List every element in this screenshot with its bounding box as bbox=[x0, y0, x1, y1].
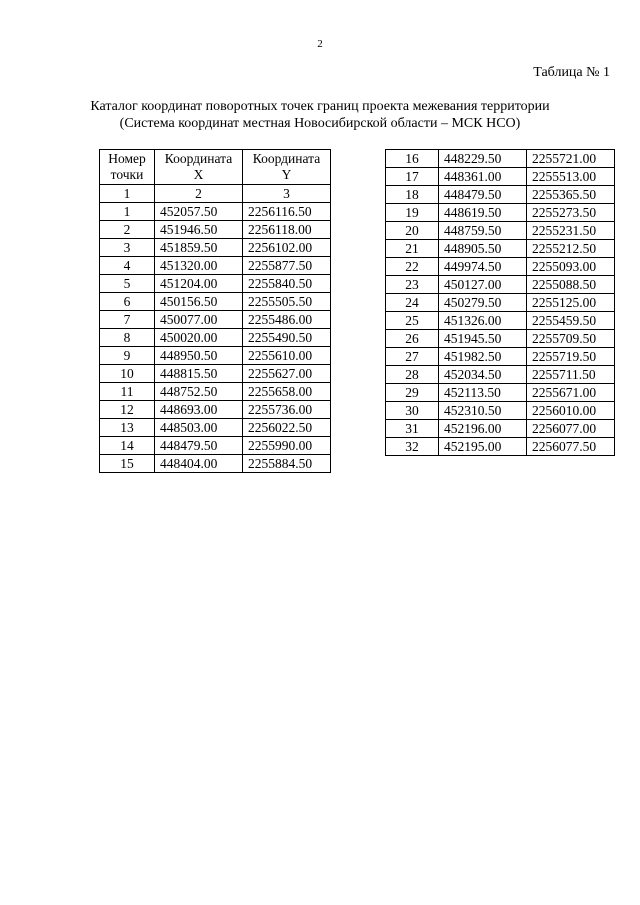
coordinate-x-cell: 448404.00 bbox=[155, 455, 243, 473]
coordinate-y-cell: 2256077.00 bbox=[527, 420, 615, 438]
table-row bbox=[386, 294, 615, 312]
coordinate-y-cell: 2256116.50 bbox=[243, 203, 331, 221]
coordinate-x-cell: 450279.50 bbox=[439, 294, 527, 312]
coordinate-x-cell: 448503.00 bbox=[155, 419, 243, 437]
coordinate-x-cell: 451326.00 bbox=[439, 312, 527, 330]
table-row bbox=[386, 384, 615, 402]
header-coordinate-y-line1: Координата bbox=[252, 151, 321, 166]
column-number: 1 bbox=[100, 185, 155, 203]
header-coordinate-x-line2: X bbox=[193, 167, 204, 182]
coordinate-x-cell: 452057.50 bbox=[155, 203, 243, 221]
point-number-cell: 18 bbox=[386, 186, 439, 204]
point-number-cell: 32 bbox=[386, 438, 439, 456]
table-row bbox=[100, 347, 331, 365]
point-number-cell: 5 bbox=[100, 275, 155, 293]
point-number-cell: 3 bbox=[100, 239, 155, 257]
point-number-cell: 11 bbox=[100, 383, 155, 401]
coordinate-y-cell: 2255840.50 bbox=[243, 275, 331, 293]
point-number-cell: 10 bbox=[100, 365, 155, 383]
coordinates-table-right bbox=[385, 149, 615, 456]
table-row bbox=[386, 186, 615, 204]
coordinate-x-cell: 451945.50 bbox=[439, 330, 527, 348]
coordinate-x-cell: 451859.50 bbox=[155, 239, 243, 257]
title-line-1: Каталог координат поворотных точек границ проекта межевания территории bbox=[90, 99, 550, 114]
coordinate-y-cell: 2256022.50 bbox=[243, 419, 331, 437]
header-coordinate-x-line1: Координата bbox=[164, 151, 233, 166]
header-coordinate-y-line2: Y bbox=[281, 167, 292, 182]
coordinate-y-cell: 2255610.00 bbox=[243, 347, 331, 365]
coordinate-x-cell: 448905.50 bbox=[439, 240, 527, 258]
point-number-cell: 20 bbox=[386, 222, 439, 240]
point-number-cell: 4 bbox=[100, 257, 155, 275]
point-number-cell: 31 bbox=[386, 420, 439, 438]
coordinate-y-cell: 2256010.00 bbox=[527, 402, 615, 420]
point-number-cell: 24 bbox=[386, 294, 439, 312]
table-row bbox=[100, 329, 331, 347]
point-number-cell: 19 bbox=[386, 204, 439, 222]
coordinate-y-cell: 2255459.50 bbox=[527, 312, 615, 330]
coordinate-x-cell: 452113.50 bbox=[439, 384, 527, 402]
coordinate-x-cell: 450156.50 bbox=[155, 293, 243, 311]
table-row bbox=[100, 203, 331, 221]
header-coordinate-x bbox=[155, 150, 243, 185]
coordinates-table-left bbox=[99, 149, 331, 473]
point-number-cell: 14 bbox=[100, 437, 155, 455]
coordinate-x-cell: 451204.00 bbox=[155, 275, 243, 293]
coordinate-x-cell: 450127.00 bbox=[439, 276, 527, 294]
point-number-cell: 30 bbox=[386, 402, 439, 420]
table-row bbox=[386, 204, 615, 222]
coordinate-y-cell: 2255513.00 bbox=[527, 168, 615, 186]
coordinate-x-cell: 448752.50 bbox=[155, 383, 243, 401]
header-point-number bbox=[100, 150, 155, 185]
point-number-cell: 22 bbox=[386, 258, 439, 276]
table-row bbox=[100, 257, 331, 275]
table-row bbox=[100, 455, 331, 473]
table-header-row bbox=[100, 150, 331, 185]
coordinate-x-cell: 450077.00 bbox=[155, 311, 243, 329]
coordinate-x-cell: 448815.50 bbox=[155, 365, 243, 383]
point-number-cell: 8 bbox=[100, 329, 155, 347]
coordinate-y-cell: 2255671.00 bbox=[527, 384, 615, 402]
coordinate-x-cell: 448479.50 bbox=[155, 437, 243, 455]
table-row bbox=[386, 258, 615, 276]
table-row bbox=[386, 348, 615, 366]
table-row bbox=[386, 276, 615, 294]
coordinate-x-cell: 448479.50 bbox=[439, 186, 527, 204]
coordinate-y-cell: 2256102.00 bbox=[243, 239, 331, 257]
point-number-cell: 16 bbox=[386, 150, 439, 168]
coordinate-y-cell: 2255719.50 bbox=[527, 348, 615, 366]
point-number-cell: 9 bbox=[100, 347, 155, 365]
coordinate-x-cell: 451982.50 bbox=[439, 348, 527, 366]
coordinate-x-cell: 448229.50 bbox=[439, 150, 527, 168]
column-number: 2 bbox=[155, 185, 243, 203]
point-number-cell: 2 bbox=[100, 221, 155, 239]
header-point-number-line2: точки bbox=[110, 167, 144, 182]
point-number-cell: 23 bbox=[386, 276, 439, 294]
table-row bbox=[386, 366, 615, 384]
point-number-cell: 27 bbox=[386, 348, 439, 366]
table-row bbox=[100, 221, 331, 239]
coordinate-y-cell: 2255877.50 bbox=[243, 257, 331, 275]
coordinate-x-cell: 448950.50 bbox=[155, 347, 243, 365]
header-point-number-line1: Номер bbox=[108, 151, 146, 166]
coordinate-y-cell: 2255884.50 bbox=[243, 455, 331, 473]
coordinate-y-cell: 2255658.00 bbox=[243, 383, 331, 401]
coordinate-x-cell: 452195.00 bbox=[439, 438, 527, 456]
coordinate-x-cell: 450020.00 bbox=[155, 329, 243, 347]
coordinate-y-cell: 2255088.50 bbox=[527, 276, 615, 294]
point-number-cell: 26 bbox=[386, 330, 439, 348]
table-row bbox=[386, 168, 615, 186]
table-row bbox=[386, 330, 615, 348]
coordinate-x-cell: 452034.50 bbox=[439, 366, 527, 384]
table-row bbox=[100, 275, 331, 293]
table-row bbox=[386, 420, 615, 438]
table-row bbox=[100, 239, 331, 257]
coordinate-x-cell: 451320.00 bbox=[155, 257, 243, 275]
coordinate-x-cell: 448759.50 bbox=[439, 222, 527, 240]
table-row bbox=[100, 311, 331, 329]
coordinate-y-cell: 2255505.50 bbox=[243, 293, 331, 311]
header-coordinate-y bbox=[243, 150, 331, 185]
table-row bbox=[386, 150, 615, 168]
coordinate-y-cell: 2255736.00 bbox=[243, 401, 331, 419]
table-label: Таблица № 1 bbox=[533, 65, 610, 80]
table-row bbox=[100, 293, 331, 311]
coordinate-y-cell: 2255490.50 bbox=[243, 329, 331, 347]
table-body-right bbox=[386, 150, 615, 456]
point-number-cell: 6 bbox=[100, 293, 155, 311]
point-number-cell: 7 bbox=[100, 311, 155, 329]
coordinate-y-cell: 2255627.00 bbox=[243, 365, 331, 383]
point-number-cell: 21 bbox=[386, 240, 439, 258]
table-row bbox=[386, 438, 615, 456]
table-row bbox=[386, 402, 615, 420]
point-number-cell: 1 bbox=[100, 203, 155, 221]
coordinate-y-cell: 2256077.50 bbox=[527, 438, 615, 456]
coordinate-x-cell: 448693.00 bbox=[155, 401, 243, 419]
table-row bbox=[386, 240, 615, 258]
table-row bbox=[100, 401, 331, 419]
coordinate-x-cell: 452196.00 bbox=[439, 420, 527, 438]
table-row bbox=[100, 365, 331, 383]
title-line-2: (Система координат местная Новосибирской области – МСК НСО) bbox=[119, 116, 521, 131]
coordinate-y-cell: 2256118.00 bbox=[243, 221, 331, 239]
table-row bbox=[386, 312, 615, 330]
table-body-left bbox=[100, 203, 331, 473]
page-title bbox=[0, 98, 640, 132]
table-row bbox=[386, 222, 615, 240]
coordinate-y-cell: 2255273.50 bbox=[527, 204, 615, 222]
coordinate-y-cell: 2255231.50 bbox=[527, 222, 615, 240]
point-number-cell: 25 bbox=[386, 312, 439, 330]
coordinate-y-cell: 2255711.50 bbox=[527, 366, 615, 384]
coordinate-y-cell: 2255486.00 bbox=[243, 311, 331, 329]
coordinate-y-cell: 2255212.50 bbox=[527, 240, 615, 258]
coordinate-x-cell: 448361.00 bbox=[439, 168, 527, 186]
point-number-cell: 15 bbox=[100, 455, 155, 473]
table-row bbox=[100, 419, 331, 437]
point-number-cell: 12 bbox=[100, 401, 155, 419]
column-number: 3 bbox=[243, 185, 331, 203]
coordinate-x-cell: 451946.50 bbox=[155, 221, 243, 239]
point-number-cell: 29 bbox=[386, 384, 439, 402]
point-number-cell: 17 bbox=[386, 168, 439, 186]
table-row bbox=[100, 383, 331, 401]
coordinate-y-cell: 2255125.00 bbox=[527, 294, 615, 312]
point-number-cell: 28 bbox=[386, 366, 439, 384]
table-row bbox=[100, 437, 331, 455]
coordinate-y-cell: 2255721.00 bbox=[527, 150, 615, 168]
coordinate-y-cell: 2255093.00 bbox=[527, 258, 615, 276]
coordinate-x-cell: 452310.50 bbox=[439, 402, 527, 420]
coordinate-y-cell: 2255365.50 bbox=[527, 186, 615, 204]
coordinate-x-cell: 448619.50 bbox=[439, 204, 527, 222]
coordinate-y-cell: 2255990.00 bbox=[243, 437, 331, 455]
coordinate-y-cell: 2255709.50 bbox=[527, 330, 615, 348]
coordinate-x-cell: 449974.50 bbox=[439, 258, 527, 276]
point-number-cell: 13 bbox=[100, 419, 155, 437]
column-number-row bbox=[100, 185, 331, 203]
page-number: 2 bbox=[317, 38, 323, 50]
